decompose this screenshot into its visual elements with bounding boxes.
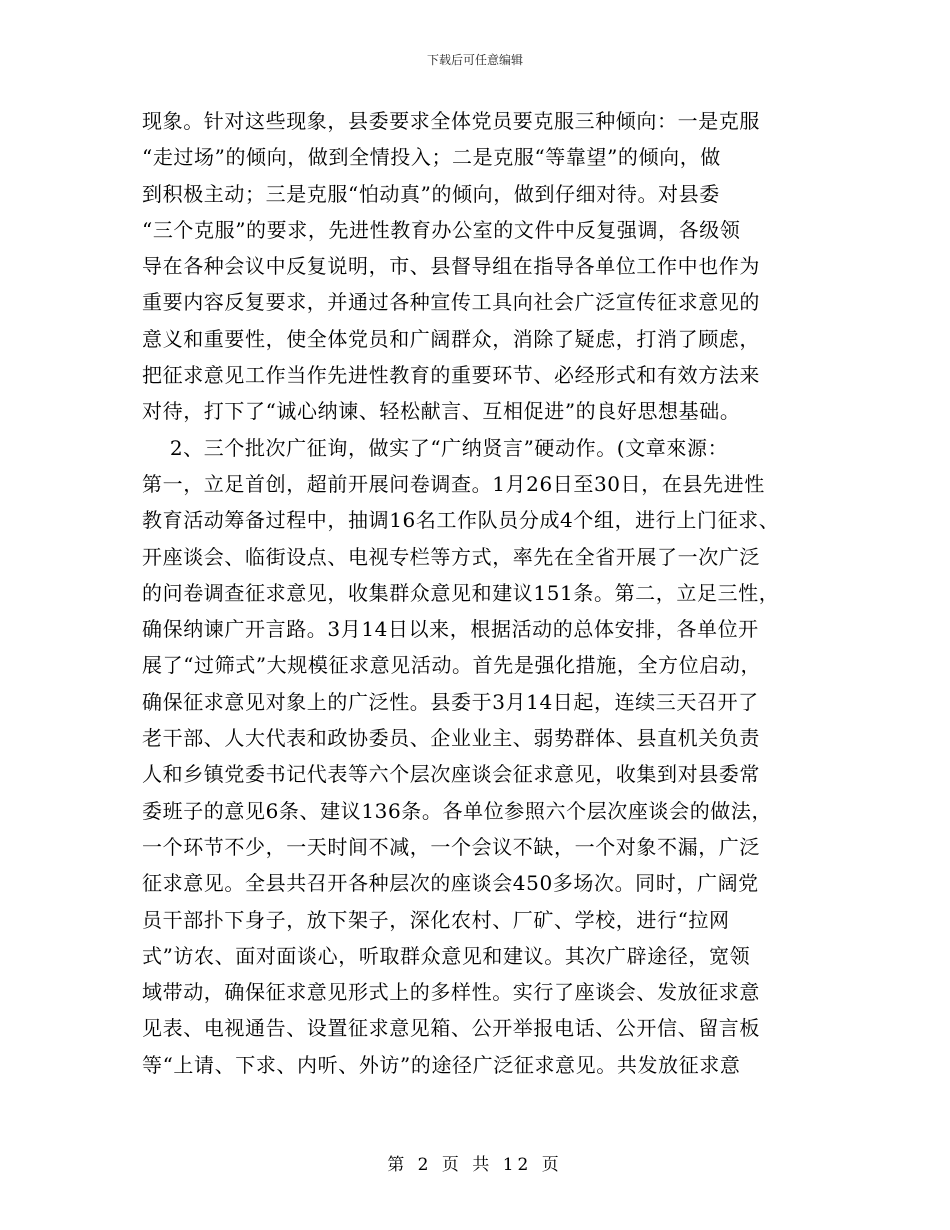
text-line: 2、三个批次广征询，做实了“广纳贤言”硬动作。(文章來源：	[142, 435, 729, 460]
document-body	[142, 103, 822, 1083]
text-line: 老干部、人大代表和政协委员、企业业主、弱势群体、县直机关负责	[142, 726, 760, 751]
text-line: 导在各种会议中反复说明，市、县督导组在指导各单位工作中也作为	[142, 254, 760, 279]
text-line: 人和乡镇党委书记代表等六个层次座谈会征求意见，收集到对县委常	[142, 762, 760, 787]
text-line: 委班子的意见6条、建议136条。各单位参照六个层次座谈会的做法，	[142, 798, 773, 823]
text-line: 员干部扑下身子，放下架子，深化农村、厂矿、学校，进行“拉网	[142, 907, 730, 932]
text-line: 展了“过筛式”大规模征求意见活动。首先是强化措施，全方位启动，	[142, 653, 762, 678]
text-line: 对待，打下了“诚心纳谏、轻松献言、互相促进”的良好思想基础。	[142, 399, 741, 424]
text-line: 征求意见。全县共召开各种层次的座谈会450多场次。同时，广阔党	[142, 871, 759, 896]
text-line: 一个环节不少，一天时间不减，一个会议不缺，一个对象不漏，广泛	[142, 834, 760, 859]
text-line: 重要内容反复要求，并通过各种宣传工具向社会广泛宣传征求意见的	[142, 290, 760, 315]
text-line: 等“上请、下求、内听、外访”的途径广泛征求意见。共发放征求意	[142, 1052, 741, 1077]
text-line: 把征求意见工作当作先进性教育的重要环节、必经形式和有效方法来	[142, 363, 760, 388]
page-number: 第 2 页 共 12 页	[387, 1155, 563, 1175]
page-header: 下载后可任意编辑	[426, 53, 523, 67]
text-line: 确保纳谏广开言路。3月14日以来，根据活动的总体安排，各单位开	[142, 617, 759, 642]
text-line: 见表、电视通告、设置征求意见箱、公开举报电话、公开信、留言板	[142, 1016, 760, 1041]
text-line: 现象。针对这些现象，县委要求全体党员要克服三种倾向：一是克服	[142, 109, 760, 133]
text-line: 域带动，确保征求意见形式上的多样性。实行了座谈会、发放征求意	[142, 980, 760, 1005]
text-line: 式”访农、面对面谈心，听取群众意见和建议。其次广辟途径，宽领	[142, 943, 751, 968]
text-line: “走过场”的倾向，做到全情投入；二是克服“等靠望”的倾向，做	[142, 145, 721, 170]
text-line: 到积极主动；三是克服“怕动真”的倾向，做到仔细对待。对县委	[142, 181, 720, 206]
text-line: 意义和重要性，使全体党员和广阔群众，消除了疑虑，打消了顾虑，	[142, 326, 760, 351]
text-line: 第一，立足首创，超前开展问卷调查。1月26日至30日，在县先进性	[142, 471, 765, 496]
text-line: 教育活动筹备过程中，抽调16名工作队员分成4个组，进行上门征求、	[142, 508, 780, 533]
text-line: 的问卷调查征求意见，收集群众意见和建议151条。第二，立足三性，	[142, 580, 780, 605]
text-line: “三个克服”的要求，先进性教育办公室的文件中反复强调，各级领	[142, 217, 741, 242]
text-line: 开座谈会、临街设点、电视专栏等方式，率先在全省开展了一次广泛	[142, 544, 760, 569]
text-line: 确保征求意见对象上的广泛性。县委于3月14日起，连续三天召开了	[142, 689, 759, 714]
